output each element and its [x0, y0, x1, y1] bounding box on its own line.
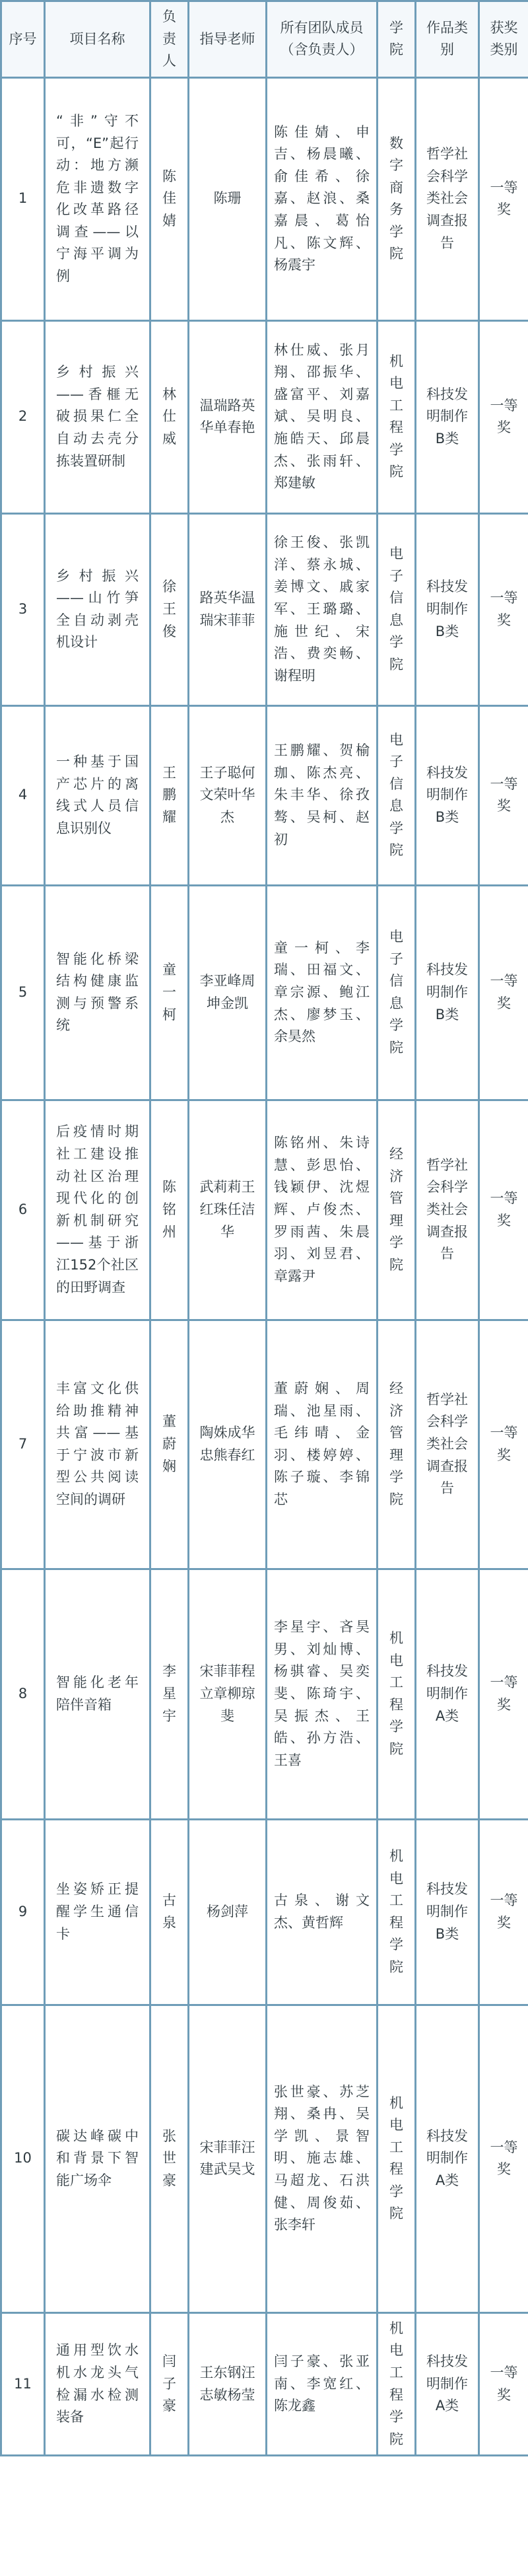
row-college: 经济管理学院 [378, 1320, 416, 1569]
row-college: 电子信息学院 [378, 705, 416, 885]
row-advisor: 杨剑萍 [189, 1819, 267, 2005]
row-leader: 陈铭州 [150, 1100, 189, 1320]
header-advisor: 指导老师 [189, 1, 267, 78]
row-team: 王鹏耀、贺榆珈、陈杰亮、朱丰华、徐孜骜、吴柯、赵初 [267, 705, 378, 885]
row-leader: 李星宇 [150, 1569, 189, 1819]
header-row [1, 1, 528, 78]
row-no: 10 [1, 2005, 45, 2312]
row-project-name: 通用型饮水机水龙头气检漏水检测装备 [45, 2312, 150, 2456]
row-college: 电子信息学院 [378, 513, 416, 705]
row-no: 1 [1, 77, 45, 320]
row-advisor: 宋菲菲程立章柳琼斐 [189, 1569, 267, 1819]
header-leader: 负责人 [150, 1, 189, 78]
row-college: 数字商务学院 [378, 77, 416, 320]
row-college: 机电工程学院 [378, 320, 416, 513]
row-team: 陈铭州、朱诗慧、彭思怡、钱颖伊、沈煜辉、卢俊杰、罗雨茜、朱晨羽、刘昱君、章露尹 [267, 1100, 378, 1320]
row-award: 一等奖 [479, 705, 528, 885]
table-row [1, 513, 528, 705]
row-no: 7 [1, 1320, 45, 1569]
row-project-name: 碳达峰碳中和背景下智能广场伞 [45, 2005, 150, 2312]
row-project-name: 一种基于国产芯片的离线式人员信息识别仪 [45, 705, 150, 885]
table-row [1, 320, 528, 513]
row-award: 一等奖 [479, 2312, 528, 2456]
row-team: 陈佳婧、申吉、杨晨曦、俞佳希、徐嘉、赵浪、桑嘉晨、葛怡凡、陈文辉、杨震宇 [267, 77, 378, 320]
row-project-name: 智能化老年陪伴音箱 [45, 1569, 150, 1819]
row-advisor: 路英华温瑞宋菲菲 [189, 513, 267, 705]
row-award: 一等奖 [479, 1320, 528, 1569]
row-no: 4 [1, 705, 45, 885]
row-category: 科技发明制作A类 [416, 2312, 479, 2456]
header-award: 获奖类别 [479, 1, 528, 78]
row-college: 电子信息学院 [378, 885, 416, 1100]
table-row [1, 77, 528, 320]
row-category: 科技发明制作B类 [416, 705, 479, 885]
row-leader: 董蔚娴 [150, 1320, 189, 1569]
row-no: 3 [1, 513, 45, 705]
row-team: 闫子豪、张亚南、李宽红、陈龙鑫 [267, 2312, 378, 2456]
row-no: 9 [1, 1819, 45, 2005]
row-college: 机电工程学院 [378, 2005, 416, 2312]
row-team: 徐王俊、张凯洋、蔡永城、姜博文、戚家军、王璐璐、施世纪、宋浩、费奕畅、谢程明 [267, 513, 378, 705]
table-row [1, 885, 528, 1100]
row-leader: 童一柯 [150, 885, 189, 1100]
row-project-name: “非”守不可，“E”起行动：地方濒危非遗数字化改革路径调查——以宁海平调为例 [45, 77, 150, 320]
row-college: 机电工程学院 [378, 2312, 416, 2456]
row-advisor: 陶姝成华忠熊春红 [189, 1320, 267, 1569]
row-category: 科技发明制作A类 [416, 1569, 479, 1819]
row-award: 一等奖 [479, 513, 528, 705]
table-row [1, 1100, 528, 1320]
row-leader: 林仕威 [150, 320, 189, 513]
row-award: 一等奖 [479, 1819, 528, 2005]
row-leader: 闫子豪 [150, 2312, 189, 2456]
row-advisor: 武莉莉王红珠任洁华 [189, 1100, 267, 1320]
row-no: 2 [1, 320, 45, 513]
table-row [1, 2005, 528, 2312]
row-team: 古泉、谢文杰、黄哲辉 [267, 1819, 378, 2005]
row-team: 童一柯、李瑞、田福文、章宗源、鲍江杰、廖梦玉、余昊然 [267, 885, 378, 1100]
row-team: 董蔚娴、周瑞、池星雨、毛纬晴、金羽、楼婷婷、陈子璇、李锦芯 [267, 1320, 378, 1569]
row-project-name: 乡村振兴——香榧无破损果仁全自动去壳分拣装置研制 [45, 320, 150, 513]
row-category: 科技发明制作B类 [416, 513, 479, 705]
row-award: 一等奖 [479, 1100, 528, 1320]
table-row [1, 705, 528, 885]
row-college: 经济管理学院 [378, 1100, 416, 1320]
row-category: 哲学社会科学类社会调查报告 [416, 1100, 479, 1320]
table-row [1, 1819, 528, 2005]
table-row [1, 1320, 528, 1569]
row-category: 科技发明制作A类 [416, 2005, 479, 2312]
table-row [1, 2312, 528, 2456]
row-no: 11 [1, 2312, 45, 2456]
row-team: 张世豪、苏芝翔、桑冉、吴学凯、景智明、施志雄、马超龙、石洪健、周俊茹、张李轩 [267, 2005, 378, 2312]
row-award: 一等奖 [479, 1569, 528, 1819]
row-project-name: 智能化桥梁结构健康监测与预警系统 [45, 885, 150, 1100]
row-award: 一等奖 [479, 77, 528, 320]
row-advisor: 温瑞路英华单春艳 [189, 320, 267, 513]
row-advisor: 王东钢汪志敏杨莹 [189, 2312, 267, 2456]
row-award: 一等奖 [479, 2005, 528, 2312]
row-leader: 陈佳婧 [150, 77, 189, 320]
row-team: 林仕威、张月翔、邵振华、盛富平、刘嘉斌、吴明良、施皓天、邱晨杰、张雨轩、郑建敏 [267, 320, 378, 513]
row-advisor: 王子聪何文荣叶华杰 [189, 705, 267, 885]
row-project-name: 乡村振兴——山竹笋全自动剥壳机设计 [45, 513, 150, 705]
row-advisor: 陈珊 [189, 77, 267, 320]
row-project-name: 后疫情时期社工建设推动社区治理现代化的创新机制研究——基于浙江152个社区的田野调查 [45, 1100, 150, 1320]
row-award: 一等奖 [479, 885, 528, 1100]
row-leader: 张世豪 [150, 2005, 189, 2312]
row-college: 机电工程学院 [378, 1819, 416, 2005]
table-row [1, 1569, 528, 1819]
row-project-name: 丰富文化供给助推精神共富——基于宁波市新型公共阅读空间的调研 [45, 1320, 150, 1569]
row-no: 8 [1, 1569, 45, 1819]
row-no: 5 [1, 885, 45, 1100]
header-no: 序号 [1, 1, 45, 78]
row-team: 李星宇、吝昊男、刘灿博、杨骐睿、吴奕斐、陈琦宇、吴振杰、王皓、孙方浩、王喜 [267, 1569, 378, 1819]
row-leader: 古泉 [150, 1819, 189, 2005]
row-category: 科技发明制作B类 [416, 1819, 479, 2005]
row-award: 一等奖 [479, 320, 528, 513]
row-no: 6 [1, 1100, 45, 1320]
row-leader: 王鹏耀 [150, 705, 189, 885]
row-category: 科技发明制作B类 [416, 885, 479, 1100]
row-project-name: 坐姿矫正提醒学生通信卡 [45, 1819, 150, 2005]
row-college: 机电工程学院 [378, 1569, 416, 1819]
row-leader: 徐王俊 [150, 513, 189, 705]
row-category: 哲学社会科学类社会调查报告 [416, 77, 479, 320]
header-project: 项目名称 [45, 1, 150, 78]
row-advisor: 宋菲菲汪建武吴戈 [189, 2005, 267, 2312]
header-category: 作品类别 [416, 1, 479, 78]
row-category: 科技发明制作B类 [416, 320, 479, 513]
header-team: 所有团队成员（含负责人） [267, 1, 378, 78]
header-college: 学院 [378, 1, 416, 78]
row-category: 哲学社会科学类社会调查报告 [416, 1320, 479, 1569]
row-advisor: 李亚峰周坤金凯 [189, 885, 267, 1100]
